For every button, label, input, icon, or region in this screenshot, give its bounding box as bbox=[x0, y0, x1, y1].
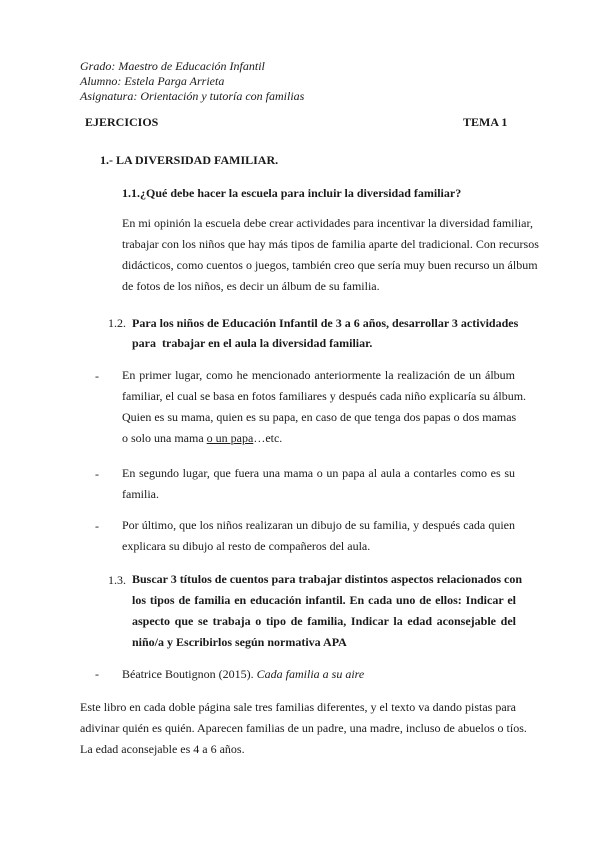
activity-2 bbox=[122, 463, 515, 505]
bullet-dash: - bbox=[95, 467, 99, 481]
activity-line: En primer lugar, como he mencionado anteriormente la realización de un álbum bbox=[122, 368, 515, 382]
description-line: La edad aconsejable es 4 a 6 años. bbox=[80, 742, 245, 756]
activity-line: En segundo lugar, que fuera una mama o un papa al aula a contarles como es su bbox=[122, 466, 515, 480]
answer-line: trabajar con los niños que hay más tipos de familia aparte del tradicional. Con recursos bbox=[122, 237, 539, 251]
activity-3 bbox=[122, 515, 515, 557]
question-1-2-line1: Para los niños de Educación Infantil de 3 a 6 años, desarrollar 3 actividades bbox=[132, 316, 519, 330]
book-1-description bbox=[80, 697, 527, 760]
question-line: niño/a y Escribirlos según normativa APA bbox=[132, 635, 347, 649]
question-line: aspecto que se trabaja o tipo de familia, Indicar la edad aconsejable del bbox=[132, 614, 516, 628]
description-line: adivinar quién es quién. Aparecen familias de un padre, una madre, incluso de abuelos o tíos. bbox=[80, 721, 527, 735]
header-asignatura: Asignatura: Orientación y tutoría con familias bbox=[80, 89, 305, 103]
activity-line: explicara su dibujo al resto de compañeros del aula. bbox=[122, 539, 371, 553]
question-line: los tipos de familia en educación infantil. En cada uno de ellos: Indicar el bbox=[132, 593, 516, 607]
answer-line: de fotos de los niños, es decir un álbum de su familia. bbox=[122, 279, 380, 293]
answer-line: didácticos, como cuentos o juegos, también creo que sería muy buen recurso un álbum bbox=[122, 258, 538, 272]
book-1-author: Béatrice Boutignon (2015). bbox=[122, 667, 257, 681]
header-grado: Grado: Maestro de Educación Infantil bbox=[80, 59, 265, 73]
answer-1-1 bbox=[122, 213, 539, 297]
activity-line: Por último, que los niños realizaran un dibujo de su familia, y después cada quien bbox=[122, 518, 515, 532]
description-line: Este libro en cada doble página sale tres familias diferentes, y el texto va dando pistas para bbox=[80, 700, 516, 714]
activity-line: familiar, el cual se basa en fotos familiares y después cada niño explicaría su álbum. bbox=[122, 389, 527, 403]
question-1-3 bbox=[132, 569, 523, 653]
activity-line bbox=[122, 428, 515, 449]
question-1-2-line2: para trabajar en el aula la diversidad familiar. bbox=[132, 336, 373, 350]
question-1-3-number: 1.3. bbox=[108, 573, 126, 587]
title-tema: TEMA 1 bbox=[463, 115, 508, 129]
question-line: Buscar 3 títulos de cuentos para trabajar distintos aspectos relacionados con bbox=[132, 572, 523, 586]
question-1-2-number: 1.2. bbox=[108, 316, 126, 330]
bullet-dash: - bbox=[95, 667, 99, 681]
bullet-dash: - bbox=[95, 369, 99, 383]
activity-text: o solo una mama bbox=[122, 431, 207, 445]
bullet-dash: - bbox=[95, 519, 99, 533]
book-1-reference bbox=[122, 667, 364, 682]
activity-1 bbox=[122, 365, 527, 449]
activity-text-underlined: o un papa bbox=[206, 431, 254, 445]
section-heading: 1.- LA DIVERSIDAD FAMILIAR. bbox=[100, 153, 279, 167]
question-1-1: 1.1.¿Qué debe hacer la escuela para incluir la diversidad familiar? bbox=[122, 186, 462, 200]
book-1-title: Cada familia a su aire bbox=[256, 667, 365, 681]
activity-line: familia. bbox=[122, 487, 159, 501]
activity-line: Quien es su mama, quien es su papa, en caso de que tenga dos papas o dos mamas bbox=[122, 410, 517, 424]
answer-line: En mi opinión la escuela debe crear actividades para incentivar la diversidad familiar, bbox=[122, 216, 534, 230]
header-alumno: Alumno: Estela Parga Arrieta bbox=[80, 74, 225, 88]
activity-text: …etc. bbox=[253, 431, 283, 445]
title-ejercicios: EJERCICIOS bbox=[85, 115, 159, 129]
